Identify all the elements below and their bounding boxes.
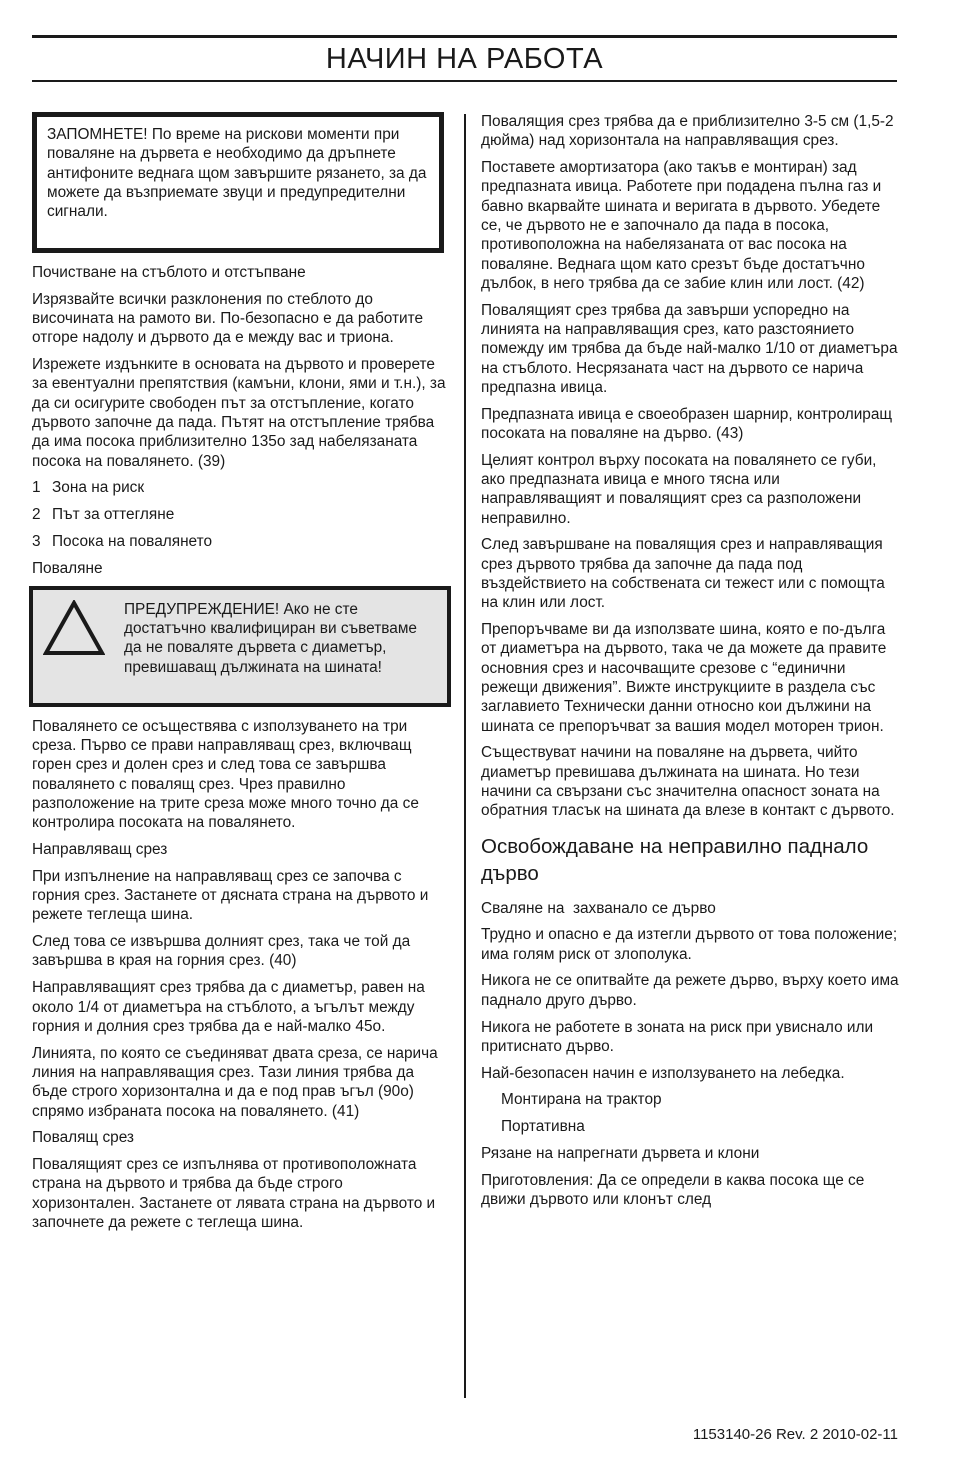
paragraph: Линията, по която се съединяват двата среза, се нарича линия на направляващия срез. Тази линия трябва да бъде строго хоризонтална и да е под прав ъгъл (90о) спрямо избраната посока на повалянето. (41) (32, 1044, 438, 1120)
paragraph: Направляващият срез трябва да с диаметър, равен на около 1/4 от диаметъра на стъблото, а ъгълът между горния и долния срез трябва да е най-малко 45о. (32, 979, 425, 1035)
paragraph: Съществуват начини на поваляне на дървета, чийто диаметър превишава дължината на шината. Но тези начини са свързани със значителна опасност зоната на обратния тласък на шината да влезе в контакт с дървото. (481, 744, 895, 820)
warning-text: ПРЕДУПРЕЖДЕНИЕ! Ако не сте достатъчно квалифициран ви съветваме да не поваляте дървета с диаметър, превишаващ дължината на шината! (124, 600, 417, 676)
paragraph: Предпазната ивица е своеобразен шарнир, контролиращ посоката на поваляне на дърво. (43) (481, 405, 893, 442)
warning-triangle-icon (43, 600, 105, 656)
list-number: 2 (32, 506, 41, 524)
list-item (32, 532, 450, 551)
paragraph: Рязане на напрегнати дървета и клони (481, 1145, 760, 1163)
right-column (481, 112, 899, 1217)
paragraph: Повалящия срез трябва да е приблизително 3-5 см (1,5-2 дюйма) над хоризонтала на направляващия срез. (481, 113, 894, 150)
section-heading: Освобождаване на неправилно паднало дърво (481, 834, 869, 885)
list-text: Посока на повалянето (52, 533, 213, 551)
paragraph: Повалящ срез (32, 1129, 134, 1147)
notice-box (32, 112, 444, 253)
notice-text: ЗАПОМНЕТЕ! По време на рискови моменти при поваляне на дървета е необходимо да дръпнете антифоните веднага щом завършите рязането, за да можете да възприемате звуци и предупредителни сигнали. (47, 126, 427, 221)
paragraph: Сваляне на захванало се дърво (481, 899, 716, 917)
paragraph: Най-безопасен начин е използуването на лебедка. (481, 1064, 845, 1082)
indented-item: Монтирана на трактор (501, 1091, 662, 1109)
paragraph: Повалящият срез се изпълнява от противоположната страна на дървото и трябва да бъде строго хоризонтален. Застанете от лявата страна на дървото и започнете да режете с теглеща шина. (32, 1156, 436, 1231)
document-reference: 1153140-26 Rev. 2 2010-02-11 (692, 1426, 898, 1443)
paragraph: Повалящият срез трябва да завърши успоредно на линията на направляващия срез, като разстоянието помежду им трябва да бъде най-малко 1/10 от диаметъра на стъблото. Несрязаната част на дървото се нарича предпазна ивица. (481, 301, 898, 396)
list-item (32, 505, 450, 524)
column-divider (464, 114, 466, 1398)
paragraph: Поваляне (32, 559, 103, 577)
paragraph: Никога не се опитвайте да режете дърво, върху което има паднало друго дърво. (481, 972, 899, 1009)
left-column (32, 112, 450, 1240)
list-number: 1 (32, 479, 41, 497)
list-text: Път за оттегляне (52, 506, 175, 524)
page-title: НАЧИН НА РАБОТА (325, 43, 604, 75)
paragraph: Поставете амортизатора (ако такъв е монтиран) зад предпазната ивица. Работете при подадена пълна газ и бавно вкарвайте шината и веригата в дървото. Убедете се, че дървото не е започнало да пада в посока, противоположна на набелязаната от вас посока на поваляне. Веднага щом като срезът бъде достатъчно дълбок, в него трябва да се забие клин или лост. (42) (481, 159, 882, 292)
paragraph: Почистване на стъблото и отстъпване (32, 264, 306, 281)
paragraph: Повалянето се осъществява с използуването на три среза. Първо се прави направляващ срез, включващ горен срез и долен срез и след това се завършва повалянето с повалящ срез. Чрез правилно разположение на трите среза може много точно да се контролира посоката на повалянето. (32, 717, 419, 832)
paragraph: Препоръчваме ви да използвате шина, която е по-дълга от диаметъра на дървото, така че да можете да правите основния срез и насочващите срезове с “единични режещи движения”. Вижте инструкциите в раздела със заглавието Технически данни относно кои дължини на шината се препоръчват за вашия модел моторен трион. (481, 621, 887, 735)
paragraph: Трудно и опасно е да изтегли дървото от това положение; има голям риск от злополука. (481, 926, 898, 963)
list-item (32, 478, 450, 497)
warning-box (29, 586, 451, 707)
paragraph: След завършване на повалящия срез и направляващия срез дървото трябва да започне да пада под въздействието на собствената си тежест или с помощта на клин или лост. (481, 536, 885, 612)
paragraph: Изрежете издънките в основата на дървото и проверете за евентуални препятствия (камъни, клони, ями и т.н.), за да си осигурите свободен път за отстъпление, когато дървото започне да пада. Пътят на отстъпление трябва да има посока приблизително 135о зад набелязаната посока на повалянето. (39) (32, 356, 446, 470)
paragraph: Приготовления: Да се определи в каква посока ще се движи дървото или клонът след (481, 1171, 865, 1209)
paragraph: След това се извършва долният срез, така че той да завършва в края на горния срез. (40) (32, 933, 411, 970)
list-number: 3 (32, 533, 41, 551)
paragraph: Направляващ срез (32, 840, 168, 858)
paragraph: Изрязвайте всички разклонения по стеблото до височината на рамото ви. По-безопасно е да работите отгоре надолу и дървото да е между вас и триона. (32, 290, 424, 347)
paragraph: Никога не работете в зоната на риск при увиснало или притиснато дърво. (481, 1018, 874, 1055)
list-text: Зона на риск (52, 479, 145, 497)
title-rule-bottom (32, 80, 897, 82)
paragraph: При изпълнение на направляващ срез се започва с горния срез. Застанете от дясната страна на дървото и режете теглеща шина. (32, 867, 429, 924)
paragraph: Целият контрол върху посоката на повалянето се губи, ако предпазната ивица е много тясна или направляващият и повалящият срез са разположени неправилно. (481, 451, 877, 527)
indented-item: Портативна (501, 1118, 585, 1136)
